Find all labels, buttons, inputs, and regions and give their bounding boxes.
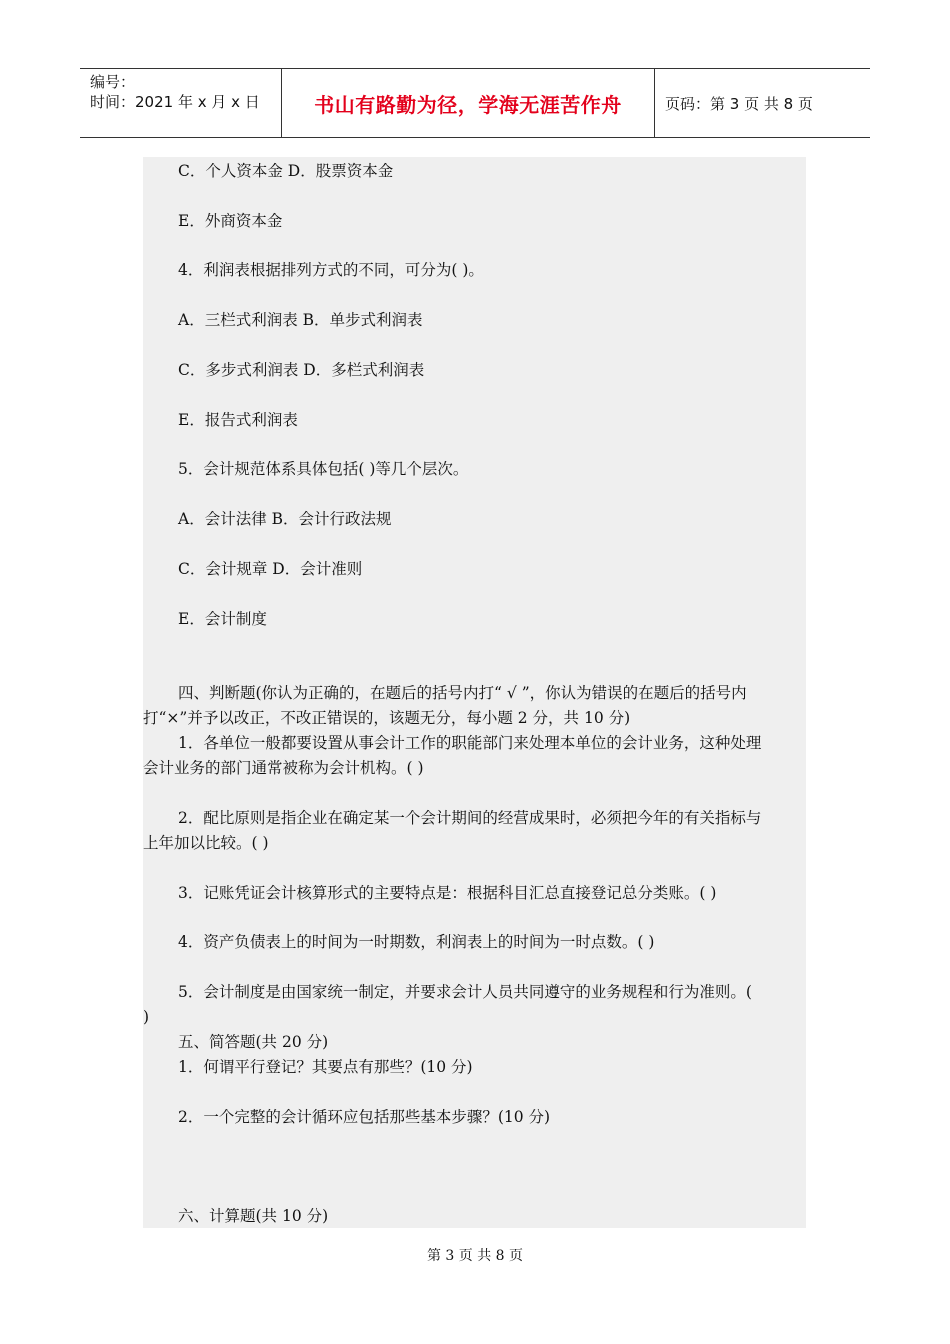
text-line: 1．各单位一般都要设置从事会计工作的职能部门来处理本单位的会计业务，这种处理 bbox=[178, 734, 762, 752]
text-line: C．会计规章 D．会计准则 bbox=[178, 560, 363, 578]
text-line: E．会计制度 bbox=[178, 610, 267, 628]
header-motto: 书山有路勤为径，学海无涯苦作舟 bbox=[282, 69, 655, 137]
text-line: 上年加以比较。( ) bbox=[143, 834, 269, 852]
text-line: ) bbox=[143, 1008, 150, 1026]
page-footer: 第 3 页 共 8 页 bbox=[426, 1248, 524, 1264]
text-line: 4．利润表根据排列方式的不同，可分为( )。 bbox=[178, 261, 484, 279]
section-heading: 五、简答题(共 20 分) bbox=[178, 1033, 329, 1051]
text-line: 5．会计规范体系具体包括( )等几个层次。 bbox=[178, 460, 469, 478]
text-line: A．三栏式利润表 B．单步式利润表 bbox=[178, 311, 423, 329]
text-line: C．多步式利润表 D．多栏式利润表 bbox=[178, 361, 425, 379]
time-label: 时间：2021 年 x 月 x 日 bbox=[90, 93, 260, 111]
document-body bbox=[143, 157, 806, 1228]
text-line: 2．配比原则是指企业在确定某一个会计期间的经营成果时，必须把今年的有关指标与 bbox=[178, 809, 762, 827]
page-header bbox=[80, 68, 870, 138]
text-line: 1．何谓平行登记？其要点有那些？(10 分) bbox=[178, 1058, 473, 1076]
text-line: 4．资产负债表上的时间为一时期数，利润表上的时间为一时点数。( ) bbox=[178, 933, 655, 951]
text-line: 打“×”并予以改正，不改正错误的，该题无分，每小题 2 分，共 10 分) bbox=[143, 709, 631, 727]
text-line: 会计业务的部门通常被称为会计机构。( ) bbox=[143, 759, 424, 777]
text-line: E．外商资本金 bbox=[178, 212, 283, 230]
number-label: 编号： bbox=[90, 73, 136, 91]
section-heading: 六、计算题(共 10 分) bbox=[178, 1207, 329, 1225]
header-page-info: 页码：第 3 页 共 8 页 bbox=[665, 94, 813, 113]
text-line: A．会计法律 B．会计行政法规 bbox=[178, 510, 392, 528]
text-line: C．个人资本金 D．股票资本金 bbox=[178, 162, 394, 180]
text-line: 2．一个完整的会计循环应包括那些基本步骤？(10 分) bbox=[178, 1108, 551, 1126]
text-line: 5．会计制度是由国家统一制定，并要求会计人员共同遵守的业务规程和行为准则。( bbox=[178, 983, 752, 1001]
section-heading: 四、判断题(你认为正确的，在题后的括号内打“ √ ”，你认为错误的在题后的括号内 bbox=[178, 684, 747, 702]
header-meta bbox=[80, 69, 282, 137]
text-line: E．报告式利润表 bbox=[178, 411, 298, 429]
text-line: 3．记账凭证会计核算形式的主要特点是：根据科目汇总直接登记总分类账。( ) bbox=[178, 884, 717, 902]
